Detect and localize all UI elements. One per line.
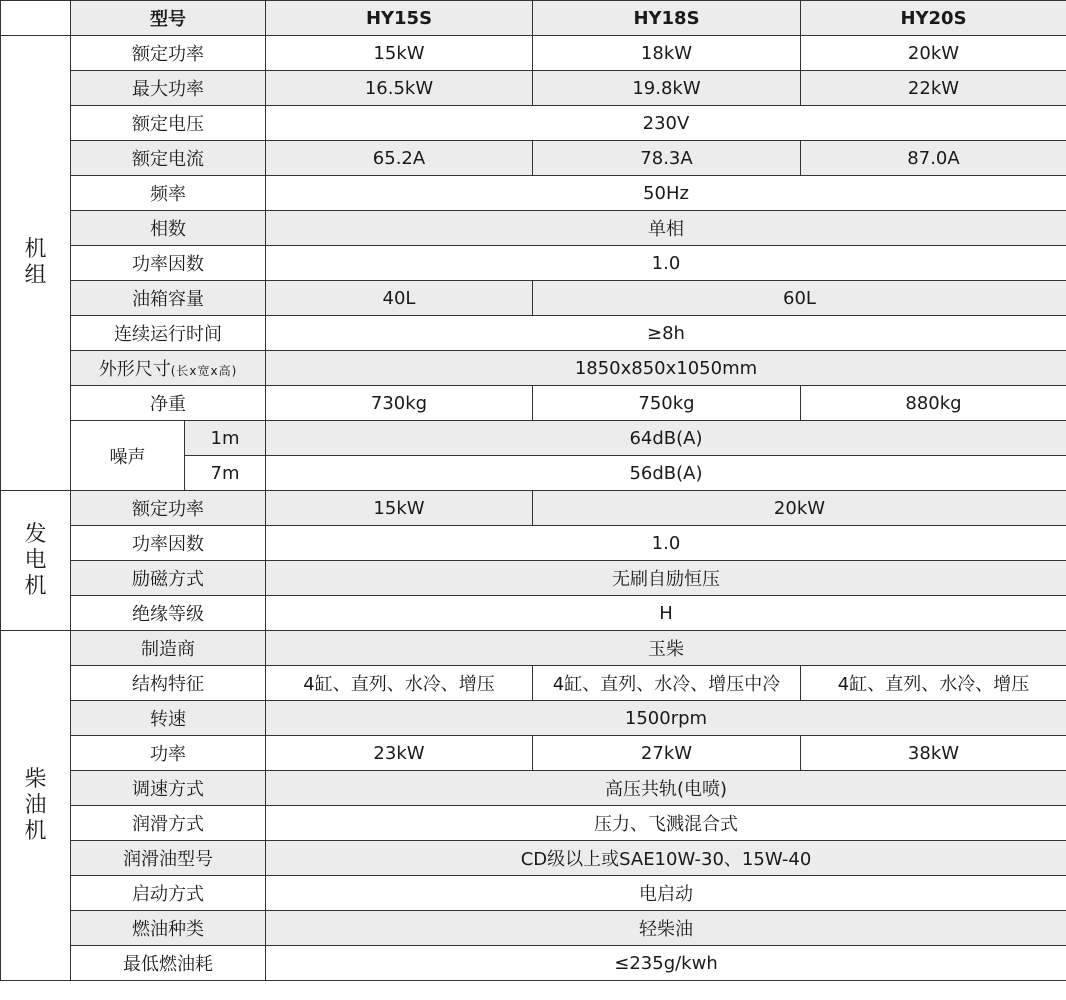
model-hy15s: HY15S (266, 1, 533, 36)
value-cell: 38kW (801, 736, 1066, 771)
value-cell: 18kW (533, 36, 801, 71)
table-row (1, 36, 1066, 71)
corner-cell (1, 1, 71, 36)
table-row (1, 421, 1066, 456)
table-row (1, 141, 1066, 176)
row-label: 启动方式 (71, 876, 266, 911)
table-row (1, 771, 1066, 806)
value-cell: 87.0A (801, 141, 1066, 176)
noise-distance: 1m (185, 421, 266, 456)
value-cell: 230V (266, 106, 1066, 141)
value-cell: ≥8h (266, 316, 1066, 351)
row-label: 额定电压 (71, 106, 266, 141)
row-label: 频率 (71, 176, 266, 211)
row-label: 油箱容量 (71, 281, 266, 316)
value-cell: 单相 (266, 211, 1066, 246)
table-row (1, 631, 1066, 666)
table-row (1, 701, 1066, 736)
row-label: 绝缘等级 (71, 596, 266, 631)
section-unit: 机组 (1, 36, 71, 491)
table-row (1, 736, 1066, 771)
table-row (1, 211, 1066, 246)
model-hy20s: HY20S (801, 1, 1066, 36)
row-label: 润滑油型号 (71, 841, 266, 876)
row-label: 额定电流 (71, 141, 266, 176)
row-label: 最低燃油耗 (71, 946, 266, 981)
value-cell: 19.8kW (533, 71, 801, 106)
value-cell: 轻柴油 (266, 911, 1066, 946)
table-row (1, 176, 1066, 211)
row-label: 净重 (71, 386, 266, 421)
row-label: 燃油种类 (71, 911, 266, 946)
value-cell: 56dB(A) (266, 456, 1066, 491)
table-row (1, 911, 1066, 946)
value-cell: 40L (266, 281, 533, 316)
table-row (1, 246, 1066, 281)
value-cell: 15kW (266, 491, 533, 526)
table-row (1, 876, 1066, 911)
value-cell: 27kW (533, 736, 801, 771)
value-cell: ≤235g/kwh (266, 946, 1066, 981)
section-generator: 发电机 (1, 491, 71, 631)
value-cell: 玉柴 (266, 631, 1066, 666)
row-label: 转速 (71, 701, 266, 736)
row-label: 励磁方式 (71, 561, 266, 596)
table-row (1, 106, 1066, 141)
table-row (1, 666, 1066, 701)
value-cell: 880kg (801, 386, 1066, 421)
dimensions-label: 外形尺寸 (98, 359, 171, 380)
value-cell: 压力、飞溅混合式 (266, 806, 1066, 841)
table-row (1, 491, 1066, 526)
table-row (1, 806, 1066, 841)
value-cell: 1.0 (266, 246, 1066, 281)
table-row (1, 596, 1066, 631)
value-cell: 20kW (533, 491, 1066, 526)
row-label: 润滑方式 (71, 806, 266, 841)
value-cell: 64dB(A) (266, 421, 1066, 456)
table-row (1, 281, 1066, 316)
value-cell: 16.5kW (266, 71, 533, 106)
table-row (1, 526, 1066, 561)
value-cell: 15kW (266, 36, 533, 71)
dimensions-label-note: (长x宽x高) (170, 364, 238, 378)
value-cell: 1850x850x1050mm (266, 351, 1066, 386)
table-row (1, 561, 1066, 596)
value-cell: 22kW (801, 71, 1066, 106)
value-cell: 50Hz (266, 176, 1066, 211)
table-row (1, 351, 1066, 386)
value-cell: 1500rpm (266, 701, 1066, 736)
row-label: 相数 (71, 211, 266, 246)
value-cell: CD级以上或SAE10W-30、15W-40 (266, 841, 1066, 876)
noise-distance: 7m (185, 456, 266, 491)
value-cell: 4缸、直列、水冷、增压 (266, 666, 533, 701)
value-cell: H (266, 596, 1066, 631)
row-label: 功率 (71, 736, 266, 771)
header-row (1, 1, 1066, 36)
noise-label: 噪声 (71, 421, 185, 491)
table-row (1, 841, 1066, 876)
value-cell: 4缸、直列、水冷、增压中冷 (533, 666, 801, 701)
row-label: 功率因数 (71, 526, 266, 561)
row-label: 结构特征 (71, 666, 266, 701)
row-label: 连续运行时间 (71, 316, 266, 351)
value-cell: 78.3A (533, 141, 801, 176)
row-label: 额定功率 (71, 36, 266, 71)
value-cell: 750kg (533, 386, 801, 421)
row-label: 额定功率 (71, 491, 266, 526)
value-cell: 23kW (266, 736, 533, 771)
row-label: 调速方式 (71, 771, 266, 806)
table-row (1, 316, 1066, 351)
value-cell: 4缸、直列、水冷、增压 (801, 666, 1066, 701)
value-cell: 20kW (801, 36, 1066, 71)
row-label: 制造商 (71, 631, 266, 666)
row-label (71, 351, 266, 386)
value-cell: 65.2A (266, 141, 533, 176)
value-cell: 1.0 (266, 526, 1066, 561)
value-cell: 60L (533, 281, 1066, 316)
table-row (1, 946, 1066, 981)
table-row (1, 71, 1066, 106)
table-row (1, 386, 1066, 421)
value-cell: 高压共轨(电喷) (266, 771, 1066, 806)
section-engine: 柴油机 (1, 631, 71, 981)
model-hy18s: HY18S (533, 1, 801, 36)
value-cell: 电启动 (266, 876, 1066, 911)
model-header-label: 型号 (71, 1, 266, 36)
row-label: 功率因数 (71, 246, 266, 281)
value-cell: 无刷自励恒压 (266, 561, 1066, 596)
row-label: 最大功率 (71, 71, 266, 106)
value-cell: 730kg (266, 386, 533, 421)
